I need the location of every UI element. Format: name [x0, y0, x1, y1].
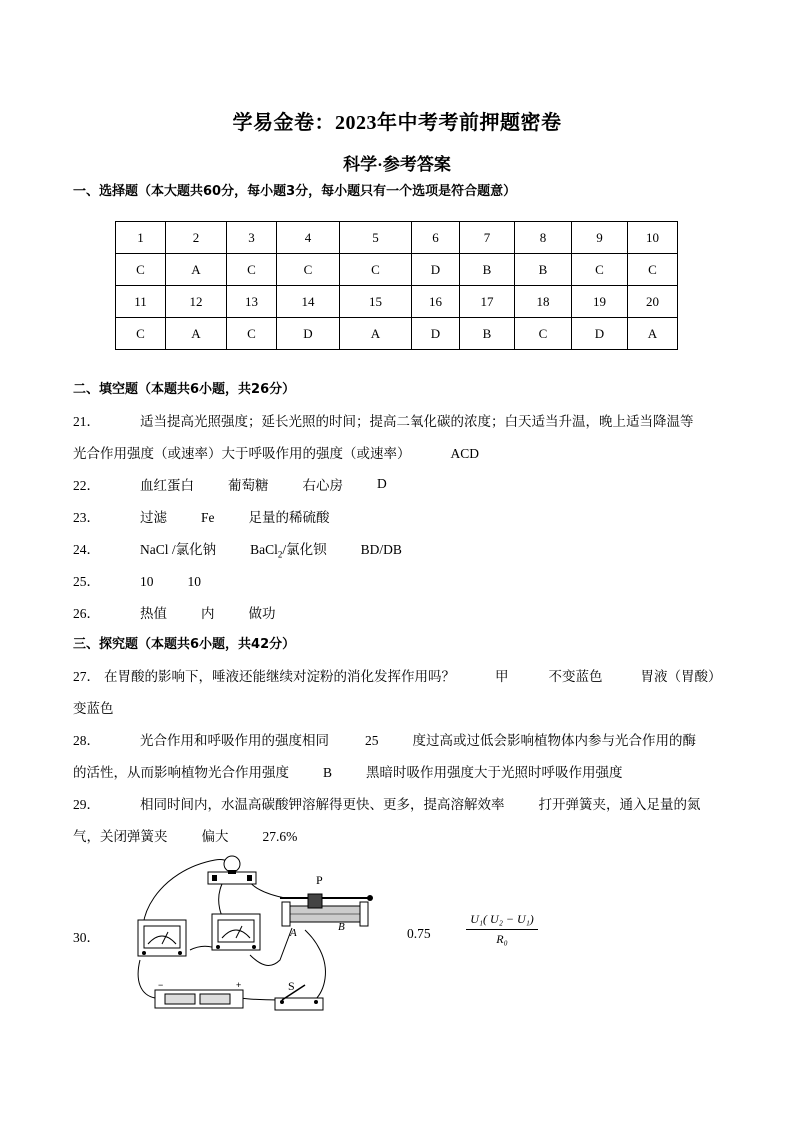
voltmeter-icon: [138, 920, 186, 956]
answer-text: 葡萄糖: [228, 478, 269, 493]
question-number: 28．: [73, 733, 100, 748]
label-plus: +: [236, 980, 242, 990]
answer-text: 胃液（胃酸）: [640, 669, 722, 684]
table-cell: 17: [460, 286, 515, 318]
page-title: 学易金卷：2023年中考考前押题密卷: [232, 112, 562, 134]
table-row: [116, 222, 678, 254]
table-cell: C: [572, 254, 628, 286]
table-cell: 14: [277, 286, 340, 318]
table-cell: 16: [412, 286, 460, 318]
answer-text: B: [323, 765, 333, 780]
question-number: 25．: [73, 574, 100, 589]
circuit-wire: [305, 930, 325, 1000]
question-28: [73, 729, 696, 749]
question-26: [73, 602, 276, 622]
table-cell: A: [340, 318, 412, 350]
question-number: 22．: [73, 478, 100, 493]
answer-text: 的活性，从而影响植物光合作用强度: [73, 765, 289, 780]
answer-text: 热值: [140, 606, 167, 621]
section-choice-heading: 一、选择题（本大题共60分，每小题3分，每小题只有一个选项是符合题意）: [73, 184, 517, 199]
answer-text: 足量的稀硫酸: [248, 510, 330, 525]
question-number: 23．: [73, 510, 100, 525]
question-number: 26．: [73, 606, 100, 621]
table-cell: 13: [227, 286, 277, 318]
table-cell: D: [412, 254, 460, 286]
answer-text: 27.6%: [262, 829, 298, 844]
answer-text: 过滤: [140, 510, 167, 525]
table-cell: 15: [340, 286, 412, 318]
question-24: [73, 538, 402, 560]
battery-icon: [155, 990, 243, 1008]
answer-text: 打开弹簧夹，通入足量的氮: [538, 797, 701, 812]
question-25: [73, 570, 201, 590]
answer-text: 25: [365, 733, 379, 748]
switch-icon: [275, 985, 323, 1010]
answer-text: 黑暗时吸作用强度大于光照时呼吸作用强度: [366, 765, 623, 780]
question-27-cont: [73, 697, 114, 717]
circuit-wire: [240, 998, 280, 1000]
question-23: [73, 506, 330, 526]
table-cell: A: [166, 318, 227, 350]
section-fill-heading: 二、填空题（本题共6小题，共26分）: [73, 382, 296, 397]
answer-text: 气，关闭弹簧夹: [73, 829, 168, 844]
answer-text: D: [377, 476, 387, 491]
table-cell: 19: [572, 286, 628, 318]
answer-text: 偏大: [201, 829, 229, 844]
table-cell: 6: [412, 222, 460, 254]
answer-text: 适当提高光照强度；延长光照的时间；提高二氧化碳的浓度；白天适当升温，晚上适当降温等: [140, 414, 694, 429]
answer-text: 做功: [248, 606, 276, 621]
question-30-number: 30．: [73, 930, 100, 945]
table-cell: B: [460, 318, 515, 350]
answer-text: 甲: [495, 669, 509, 684]
answer-text: ACD: [450, 446, 480, 461]
table-row: [116, 254, 678, 286]
subscript: 2: [277, 549, 283, 560]
table-cell: 9: [572, 222, 628, 254]
question-29: [73, 793, 701, 813]
table-cell: 8: [515, 222, 572, 254]
table-cell: B: [460, 254, 515, 286]
table-cell: C: [116, 254, 166, 286]
answer-text: 不变蓝色: [548, 669, 603, 684]
answer-text: 光合作用强度（或速率）大于呼吸作用的强度（或速率）: [73, 446, 411, 461]
answer-text: /氯化钡: [282, 542, 327, 557]
table-cell: 7: [460, 222, 515, 254]
table-cell: 20: [628, 286, 678, 318]
label-s: S: [288, 979, 295, 993]
question-29-cont: [73, 825, 297, 845]
label-b: B: [338, 921, 345, 933]
label-minus: −: [158, 980, 164, 990]
table-cell: C: [227, 318, 277, 350]
q30-answer: 0.75: [407, 926, 431, 941]
question-number: 27．: [73, 669, 100, 684]
answer-text: 10: [187, 574, 201, 589]
answer-text: 在胃酸的影响下，唾液还能继续对淀粉的消化发挥作用吗？: [104, 669, 455, 684]
answer-table: [115, 221, 678, 350]
table-cell: 12: [166, 286, 227, 318]
circuit-diagram: [120, 850, 380, 1020]
question-27: [73, 665, 722, 685]
answer-text: 内: [201, 606, 215, 621]
answer-text: BD/DB: [360, 542, 402, 557]
table-cell: C: [227, 254, 277, 286]
q30-formula: [466, 912, 538, 947]
circuit-wire: [138, 960, 155, 998]
answer-text: NaCl /氯化钠: [140, 542, 217, 557]
table-cell: 11: [116, 286, 166, 318]
answer-text: 10: [140, 574, 154, 589]
table-cell: D: [277, 318, 340, 350]
rheostat-icon: [280, 894, 373, 926]
table-cell: C: [340, 254, 412, 286]
table-cell: 10: [628, 222, 678, 254]
answer-text: 相同时间内，水温高碳酸钾溶解得更快、更多，提高溶解效率: [140, 797, 505, 812]
question-22: [73, 474, 387, 494]
formula-denominator: R₀: [496, 932, 508, 946]
table-cell: 4: [277, 222, 340, 254]
question-number: 21．: [73, 414, 100, 429]
answer-text: 度过高或过低会影响植物体内参与光合作用的酶: [412, 733, 696, 748]
answer-text: 血红蛋白: [140, 478, 194, 493]
section-inquiry-heading: 三、探究题（本题共6小题，共42分）: [73, 637, 296, 652]
question-number: 24．: [73, 542, 100, 557]
answer-text: 右心房: [302, 478, 343, 493]
table-cell: 18: [515, 286, 572, 318]
table-cell: C: [277, 254, 340, 286]
table-row: [116, 318, 678, 350]
table-cell: B: [515, 254, 572, 286]
question-28-cont: [73, 761, 623, 781]
question-21-cont: [73, 442, 479, 462]
table-cell: C: [116, 318, 166, 350]
label-a: A: [290, 927, 297, 939]
table-cell: A: [628, 318, 678, 350]
question-21: [73, 410, 694, 430]
table-cell: 3: [227, 222, 277, 254]
table-cell: D: [572, 318, 628, 350]
table-cell: 5: [340, 222, 412, 254]
table-row: [116, 286, 678, 318]
voltmeter-icon: [212, 914, 260, 950]
formula-numerator: U₁( U₂ − U₁): [466, 912, 538, 930]
table-cell: C: [628, 254, 678, 286]
answer-text: BaCl: [250, 542, 278, 557]
answer-text: 光合作用和呼吸作用的强度相同: [140, 733, 329, 748]
table-cell: D: [412, 318, 460, 350]
answer-text: 变蓝色: [73, 701, 114, 716]
table-cell: 2: [166, 222, 227, 254]
question-number: 29．: [73, 797, 100, 812]
label-p: P: [316, 873, 323, 887]
answer-text: Fe: [201, 510, 215, 525]
table-cell: A: [166, 254, 227, 286]
table-cell: C: [515, 318, 572, 350]
table-cell: 1: [116, 222, 166, 254]
page-subtitle: 科学·参考答案: [343, 155, 451, 174]
